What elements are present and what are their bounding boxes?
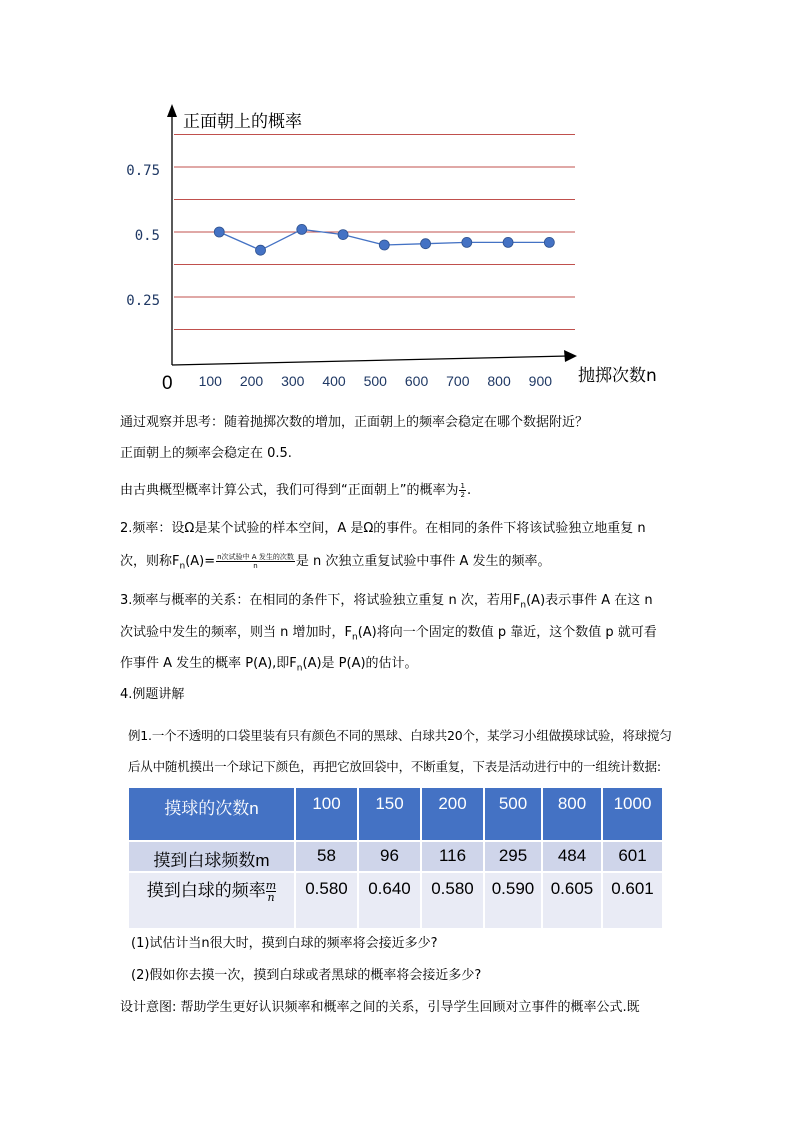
table-cell: 0.605	[542, 872, 602, 928]
table-cell: 116	[421, 841, 484, 872]
question-2: (2)假如你去摸一次，摸到白球或者黑球的概率将会接近多少?	[131, 968, 482, 983]
x-tick-label: 200	[239, 373, 264, 389]
y-tick-label: 0.75	[126, 163, 160, 179]
y-axis-arrow-icon	[167, 104, 177, 117]
classical-probability-statement: 由古典概型概率计算公式，我们可得到“正面朝上”的概率为 $\frac{1}{2}$ .	[120, 482, 472, 499]
data-point	[503, 237, 513, 247]
data-point	[379, 240, 389, 250]
y-tick-label: 0.25	[126, 293, 160, 309]
data-point	[544, 237, 554, 247]
table-header-row	[129, 788, 662, 841]
one-half-fraction: $\frac{1}{2}$	[460, 482, 465, 499]
y-tick-labels	[126, 163, 160, 309]
question-observe: 通过观察并思考：随着抛掷次数的增加，正面朝上的频率会稳定在哪个数据附近？	[120, 415, 589, 430]
m-over-n-fraction: $\frac{m}{n}$	[265, 879, 277, 905]
data-point	[462, 237, 472, 247]
x-tick-label: 800	[487, 373, 511, 389]
table-cell: 484	[542, 841, 602, 872]
data-point	[256, 245, 266, 255]
frequency-chart	[0, 0, 794, 400]
question-1: (1)试估计当n很大时，摸到白球的频率将会接近多少?	[131, 936, 438, 951]
x-axis-label: 抛掷次数n	[578, 366, 657, 386]
section-heading-examples: 4.例题讲解	[120, 687, 185, 702]
table-cell: 96	[358, 841, 421, 872]
table-cell: 58	[295, 841, 358, 872]
data-point	[421, 239, 431, 249]
table-cell: 200	[421, 788, 484, 841]
relation-line3: 作事件 A 发生的概率 P(A),即$F_n(A)$是 P(A)的估计。	[120, 656, 418, 674]
grid-lines	[174, 135, 575, 330]
table-row	[129, 872, 662, 928]
data-points	[214, 224, 554, 255]
table-cell: 1000	[602, 788, 662, 841]
x-axis-arrow-icon	[564, 350, 577, 362]
y-axis-label: 正面朝上的概率	[183, 112, 302, 132]
table-row	[129, 841, 662, 872]
relation-line2: 次试验中发生的频率，则当 n 增加时，$F_n(A)$将向一个固定的数值 p 靠近，这个数值 p 就可看	[120, 625, 657, 643]
x-tick-label: 900	[528, 373, 553, 389]
frequency-formula-fraction: $\frac{\text{n次试验中 A 发生的次数}}{n}$	[217, 553, 294, 570]
x-tick-label: 700	[446, 373, 470, 389]
y-tick-label: 0.5	[134, 228, 160, 244]
table-cell: 150	[358, 788, 421, 841]
table-cell: 601	[602, 841, 662, 872]
table-cell: 0.580	[295, 872, 358, 928]
statistics-table	[129, 788, 662, 928]
table-row-label: 摸到白球的频率 $\frac{m}{n}$	[129, 872, 295, 928]
example1-line2: 后从中随机摸出一个球记下颜色，再把它放回袋中，不断重复，下表是活动进行中的一组统计数据:	[128, 759, 661, 774]
x-tick-label: 100	[198, 373, 222, 389]
table-cell: 0.590	[484, 872, 542, 928]
answer-observe: 正面朝上的频率会稳定在 0.5.	[120, 446, 292, 461]
table-cell: 800	[542, 788, 602, 841]
x-tick-label: 400	[322, 373, 346, 389]
table-cell: 500	[484, 788, 542, 841]
x-tick-label: 300	[281, 373, 305, 389]
example1-line1: 例1.一个不透明的口袋里装有只有颜色不同的黑球、白球共20个，某学习小组做摸球试验，将球搅匀	[128, 728, 672, 743]
data-point	[338, 230, 348, 240]
definition-frequency-line2: 次，则称$F_n(A)=$ $\frac{\text{n次试验中 A 发生的次数}}{n}$ 是 n 次独立重复试验中事件 A 发生的频率。	[120, 553, 551, 572]
definition-frequency-line1: 2.频率：设Ω是某个试验的样本空间，A 是Ω的事件。在相同的条件下将该试验独立地重复 n	[120, 521, 646, 536]
table-cell: 0.601	[602, 872, 662, 928]
table-cell: 0.580	[421, 872, 484, 928]
x-axis	[172, 356, 568, 365]
table-cell: 100	[295, 788, 358, 841]
data-point	[214, 227, 224, 237]
table-cell: 0.640	[358, 872, 421, 928]
table-row-label: 摸到白球频数m	[129, 841, 295, 872]
table-header-label: 摸球的次数n	[129, 788, 295, 841]
x-tick-label: 600	[404, 373, 429, 389]
origin-label: 0	[162, 373, 173, 394]
design-intent: 设计意图: 帮助学生更好认识频率和概率之间的关系，引导学生回顾对立事件的概率公式.既	[120, 1000, 640, 1015]
table-cell: 295	[484, 841, 542, 872]
x-tick-label: 500	[363, 373, 387, 389]
data-point	[297, 224, 307, 234]
x-tick-labels	[199, 373, 553, 389]
relation-line1: 3.频率与概率的关系：在相同的条件下，将试验独立重复 n 次，若用$F_n(A)$表示事件 A 在这 n	[120, 593, 653, 611]
